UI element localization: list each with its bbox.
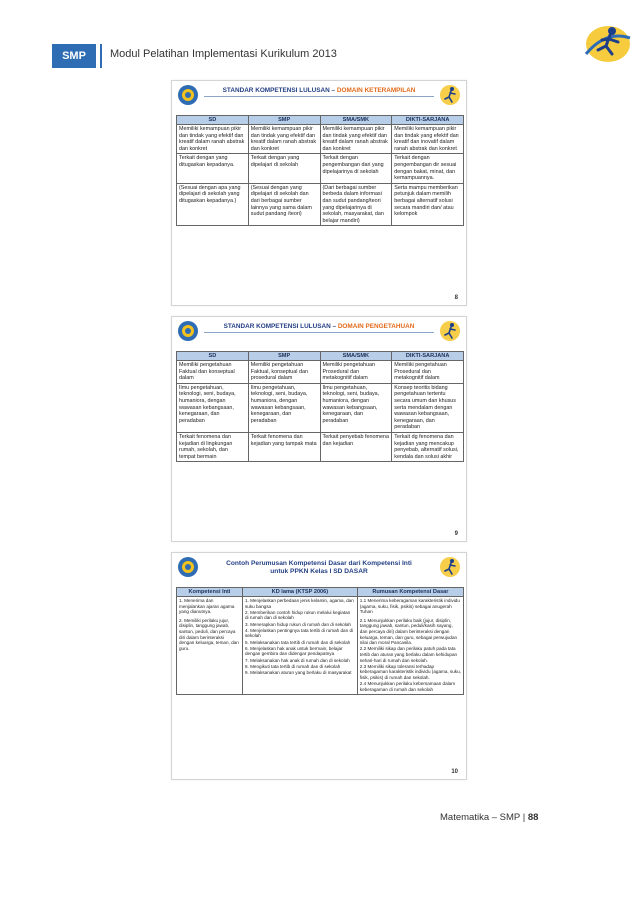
table-cell: Memiliki kemampuan pikir dan tindak yang efektif dan kreatif dalam ranah abstrak dan konkret bbox=[177, 125, 249, 154]
list-item: 2.1 Menunjukkan perilaku baik (jujur, disiplin, tanggung jawab, santun, peduli/kasih sayang, dan percaya diri) dalam berinteraksi dengan keluarga, teman, dan guru, sebagai perwujudan nilai dan moral Pancasila. bbox=[359, 617, 458, 646]
list-item: 4. Menjelaskan pentingnya tata tertib di rumah dan di sekolah bbox=[245, 627, 354, 639]
table-cell: Memiliki kemampuan pikir dan tindak yang efektif dan kreatif dalam ranah abstrak dan konkret bbox=[248, 125, 320, 154]
list-item: 2. Memiliki perilaku jujur, disiplin, tanggung jawab, santun, peduli, dan percaya diri dalam berinteraksi dengan keluarga, teman, dan guru. bbox=[179, 617, 239, 651]
list-item: 1. Menerima dan menjalankan ajaran agama yang dianutnya. bbox=[179, 598, 235, 615]
table-cell: Memiliki pengetahuan Faktual dan konseptual dalam bbox=[177, 361, 249, 384]
column-header: SMA/SMK bbox=[320, 116, 392, 125]
header-divider bbox=[100, 44, 102, 68]
table-row bbox=[177, 154, 464, 183]
running-figure-icon bbox=[437, 319, 461, 343]
column-header: DIKTI-SARJANA bbox=[392, 116, 464, 125]
title-line-2: untuk PPKN Kelas I SD DASAR bbox=[270, 568, 368, 575]
table-row bbox=[177, 383, 464, 432]
table-cell: Serta mampu memberikan petunjuk dalam memilih berbagai alternatif solusi secara mandiri dan/ atau kelompok bbox=[392, 183, 464, 226]
ministry-emblem-icon bbox=[177, 84, 199, 106]
table-cell: Memiliki kemampuan pikir dan tindak yang efektif dan kreatif dalam ranah abstrak dan konkret bbox=[320, 125, 392, 154]
ministry-emblem-icon bbox=[177, 320, 199, 342]
list-item: 9. Melaksanakan aturan yang berlaku di masyarakat bbox=[245, 669, 352, 675]
list-item: 7. Melaksanakan hak anak di rumah dan di sekolah bbox=[245, 657, 350, 663]
table-row bbox=[177, 125, 464, 154]
list-item: 5. Melaksanakan tata tertib di rumah dan di sekolah bbox=[245, 639, 351, 645]
title-domain: DOMAIN KETERAMPILAN bbox=[336, 87, 416, 94]
column-header: SD bbox=[177, 352, 249, 361]
column-header: SMA/SMK bbox=[320, 352, 392, 361]
list-item: 2.2 Memiliki sikap dan perilaku patuh pada tata tertib dan aturan yang berlaku dalam kehidupan sehari-hari di rumah dan sekolah. bbox=[359, 646, 458, 663]
table-row bbox=[177, 183, 464, 226]
column-header: SMP bbox=[248, 116, 320, 125]
title-main: STANDAR KOMPETENSI LULUSAN – bbox=[223, 323, 338, 330]
table-row bbox=[177, 361, 464, 384]
title-main: STANDAR KOMPETENSI LULUSAN – bbox=[222, 87, 337, 94]
table-cell: Memiliki pengetahuan Faktual, konseptual dan prosedural dalam bbox=[248, 361, 320, 384]
slide-header bbox=[172, 553, 466, 575]
column-header: SMP bbox=[248, 352, 320, 361]
ministry-emblem-icon bbox=[177, 556, 199, 578]
slide-number: 8 bbox=[454, 295, 458, 301]
competency-table bbox=[176, 351, 464, 462]
list-item: 2.3 Memiliki sikap toleransi terhadap keberagaman karakteristik individu (agama, suku, fisik, psikis) di rumah dan sekolah. bbox=[359, 663, 461, 680]
table-cell: Terkait penyebab fenomena dan kejadian bbox=[320, 432, 392, 461]
running-figure-logo-icon bbox=[576, 20, 632, 68]
module-badge: SMP bbox=[52, 44, 96, 68]
table-cell: Ilmu pengetahuan, teknologi, seni, budaya, humaniora, dengan wawasan kebangsaan, kenegaraan, dan peradaban bbox=[177, 383, 249, 432]
kd-lama-cell bbox=[243, 597, 358, 695]
table-cell: Terkait fenomena dan kejadian yang tampak mata bbox=[248, 432, 320, 461]
column-header: Kompetensi Inti bbox=[177, 588, 243, 597]
kd-table bbox=[176, 587, 464, 695]
slide-number: 10 bbox=[451, 769, 458, 775]
table-cell: Terkait dengan pengembangan dari yang dipelajarinya di sekolah bbox=[320, 154, 392, 183]
rumusan-cell bbox=[357, 597, 463, 695]
slide-pengetahuan bbox=[171, 316, 467, 542]
title-underline bbox=[204, 332, 434, 333]
table-cell: Konsep teoritis bidang pengetahuan tertentu secara umum dan khusus serta mendalam dengan wawasan kebangsaan, kenegaraan, dan peradaban bbox=[392, 383, 464, 432]
table-cell: Memiliki pengetahuan Prosedural dan metakognitif dalam bbox=[392, 361, 464, 384]
column-header: DIKTI-SARJANA bbox=[392, 352, 464, 361]
column-header: KD lama (KTSP 2006) bbox=[243, 588, 358, 597]
slide-contoh-perumusan bbox=[171, 552, 467, 780]
slide-header bbox=[172, 317, 466, 339]
title-underline bbox=[204, 96, 434, 97]
ki-cell bbox=[177, 597, 243, 695]
slide-keterampilan bbox=[171, 80, 467, 306]
competency-table bbox=[176, 115, 464, 226]
table-cell: (Dari berbagai sumber berbeda dalam informasi dan sudut pandang/teori yang dipelajarinya di sekolah, masyarakat, dan belajar mandiri) bbox=[320, 183, 392, 226]
slide-title bbox=[204, 87, 434, 94]
list-item: 1.1 Menerima keberagaman karakteristik individu (agama, suku, fisik, psikis) sebagai anugerah Tuhan bbox=[359, 598, 460, 615]
table-cell: (Sesuai dengan apa yang dipelajari di sekolah yang ditugaskan kepadanya.) bbox=[177, 183, 249, 226]
table-cell: Terkait dengan pengembangan dir sesuai dengan bakat, minat, dan kemampuannya. bbox=[392, 154, 464, 183]
list-item: 6. Menjelaskan hak anak untuk bermain, belajar dengan gembira dan didengar pendapatnya bbox=[245, 645, 343, 657]
title-domain: DOMAIN PENGETAHUAN bbox=[337, 323, 415, 330]
slide-title bbox=[202, 560, 436, 576]
table-cell: Ilmu pengetahuan, teknologi, seni, budaya, humaniora, dengan wawasan kebangsaan, kenegaraan, dan peradaban bbox=[320, 383, 392, 432]
slide-title bbox=[204, 323, 434, 330]
table-cell: Terkait dg fenomena dan kejadian yang mencakup penyebab, alternatif solusi, kendala dan solusi akhir bbox=[392, 432, 464, 461]
slide-number: 9 bbox=[454, 531, 458, 537]
title-line-1: Contoh Perumusan Kompetensi Dasar dari Kompetensi Inti bbox=[226, 560, 412, 567]
page-footer bbox=[440, 812, 538, 823]
page-number: 88 bbox=[527, 812, 539, 823]
column-header: Rumusan Kompetensi Dasar bbox=[357, 588, 463, 597]
table-cell: Terkait dengan yang ditugaskan kepadanya. bbox=[177, 154, 249, 183]
footer-text: Matematika – SMP | bbox=[440, 812, 528, 823]
list-item: 2. Memberikan contoh hidup rukun melalui kegiatan di rumah dan di sekolah bbox=[245, 609, 351, 621]
list-item: 1. Menjelaskan perbedaan jenis kelamin, agama, dan suku bangsa bbox=[245, 598, 354, 609]
table-cell: Memiliki kemampuan pikir dan tindak yang efektif dan kreatif dan inovatif dalam ranah abstrak dan konkret bbox=[392, 125, 464, 154]
list-item: 2.4 Menunjukkan perilaku kebersamaan dalam keberagaman di rumah dan sekolah bbox=[359, 681, 456, 692]
running-figure-icon bbox=[437, 83, 461, 107]
table-row bbox=[177, 432, 464, 461]
list-item: 3. Menerapkan hidup rukun di rumah dan di sekolah bbox=[245, 621, 351, 627]
table-cell: Ilmu pengetahuan, teknologi, seni, budaya, humaniora, dengan wawasan kebangsaan, kenegaraan, dan peradaban bbox=[248, 383, 320, 432]
list-item: 8. Mengikuti tata tertib di rumah dan di sekolah bbox=[245, 663, 341, 669]
table-cell: (Sesuai dengan yang dipelajari di sekolah dan dari berbagai sumber lainnya yang sama dalam sudut pandang /teori) bbox=[248, 183, 320, 226]
running-figure-icon bbox=[437, 555, 461, 579]
table-cell: Memiliki pengetahuan Prosedural dan metakognitif dalam bbox=[320, 361, 392, 384]
column-header: SD bbox=[177, 116, 249, 125]
table-cell: Terkait fenomena dan kejadian di lingkungan rumah, sekolah, dan tempat bermain bbox=[177, 432, 249, 461]
table-cell: Terkait dengan yang dipelajari di sekolah bbox=[248, 154, 320, 183]
table-row bbox=[177, 597, 464, 695]
slide-header bbox=[172, 81, 466, 103]
module-title: Modul Pelatihan Implementasi Kurikulum 2013 bbox=[110, 48, 337, 60]
